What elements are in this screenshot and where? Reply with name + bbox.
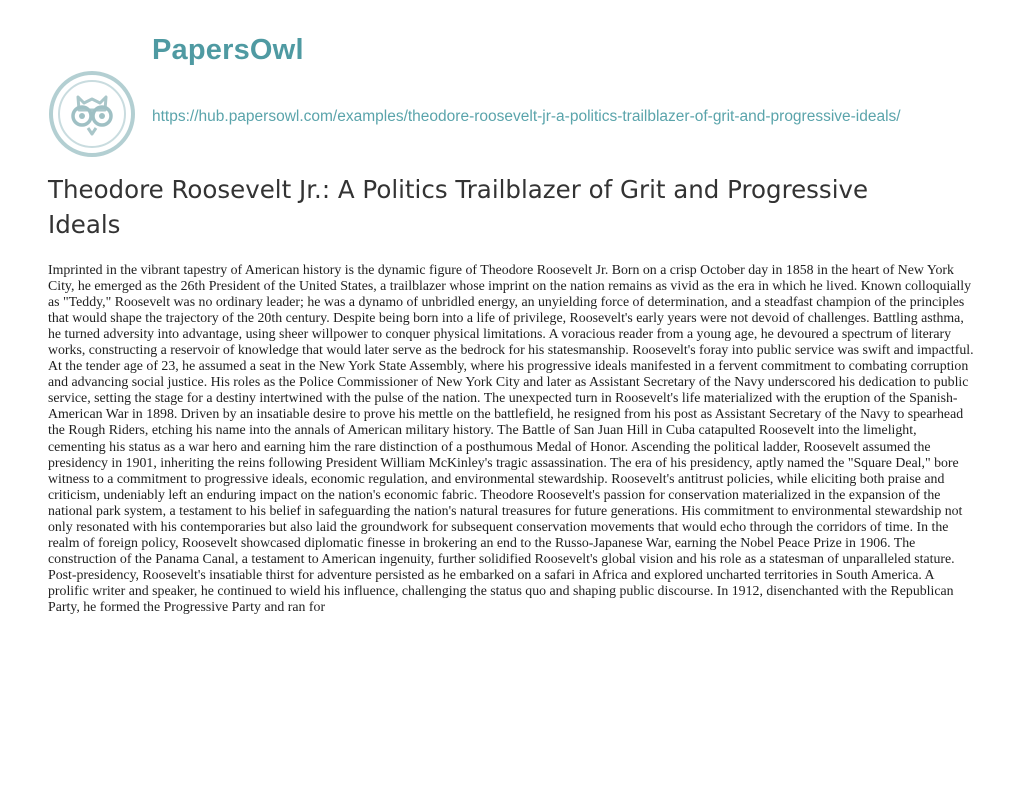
essay-body: Imprinted in the vibrant tapestry of American history is the dynamic figure of Theodore Roosevelt Jr. Born on a crisp October day in 1858 in the heart of New York City, he emerged as the 26th President of the United States, a trailblazer whose imprint on the nation remains as vivid as the era in which he lived. Known colloquially as "Teddy," Roosevelt was no ordinary leader; he was a dynamo of unbridled energy, an unyielding force of determination, and a steadfast champion of the principles that would shape the trajectory of the 20th century. Despite being born into a life of privilege, Roosevelt's early years were not devoid of challenges. Battling asthma, he turned adversity into advantage, using sheer willpower to conquer physical limitations. A voracious reader from a young age, he devoured a spectrum of literary works, constructing a reservoir of knowledge that would later serve as the bedrock for his statesmanship. Roosevelt's foray into public service was swift and impactful. At the tender age of 23, he assumed a seat in the New York State Assembly, where his progressive ideals manifested in a fervent commitment to combating corruption and advancing social justice. His roles as the Police Commissioner of New York City and later as Assistant Secretary of the Navy underscored his dedication to public service, setting the stage for a destiny intertwined with the pulse of the nation. The unexpected turn in Roosevelt's life materialized with the eruption of the Spanish-American War in 1898. Driven by an insatiable desire to prove his mettle on the battlefield, he resigned from his post as Assistant Secretary of the Navy to spearhead the Rough Riders, etching his name into the annals of American military history. The Battle of San Juan Hill in Cuba catapulted Roosevelt into the limelight, cementing his status as a war hero and earning him the rare distinction of a posthumous Medal of Honor. Ascending the political ladder, Roosevelt assumed the presidency in 1901, inheriting the reins following President William McKinley's tragic assassination. The era of his presidency, aptly named the "Square Deal," bore witness to a commitment to progressive ideals, economic regulation, and environmental stewardship. Roosevelt's antitrust policies, while eliciting both praise and criticism, undeniably left an enduring impact on the nation's economic fabric. Theodore Roosevelt's passion for conservation materialized in the expansion of the national park system, a testament to his belief in safeguarding the nation's natural treasures for future generations. His commitment to environmental stewardship not only resonated with his contemporaries but also laid the groundwork for subsequent conservation movements that would echo through the corridors of time. In the realm of foreign policy, Roosevelt showcased diplomatic finesse in brokering an end to the Russo-Japanese War, earning the Nobel Peace Prize in 1906. The construction of the Panama Canal, a testament to American ingenuity, further solidified Roosevelt's global vision and his role as a statesman of unparalleled stature. Post-presidency, Roosevelt's insatiable thirst for adventure persisted as he embarked on a safari in Africa and explored uncharted territories in South America. A prolific writer and speaker, he continued to wield his influence, challenging the status quo and shaping public discourse. In 1912, disenchanted with the Republican Party, he formed the Progressive Party and ran for [48, 262, 974, 614]
source-url-link[interactable]: https://hub.papersowl.com/examples/theodore-roosevelt-jr-a-politics-trailblazer-of-grit-and-progressive-ideals/ [152, 108, 901, 125]
header [48, 34, 988, 154]
brand-name: PapersOwl [152, 34, 304, 66]
essay-title: Theodore Roosevelt Jr.: A Politics Trailblazer of Grit and Progressive Ideals [48, 175, 869, 239]
owl-logo-icon [48, 70, 136, 158]
